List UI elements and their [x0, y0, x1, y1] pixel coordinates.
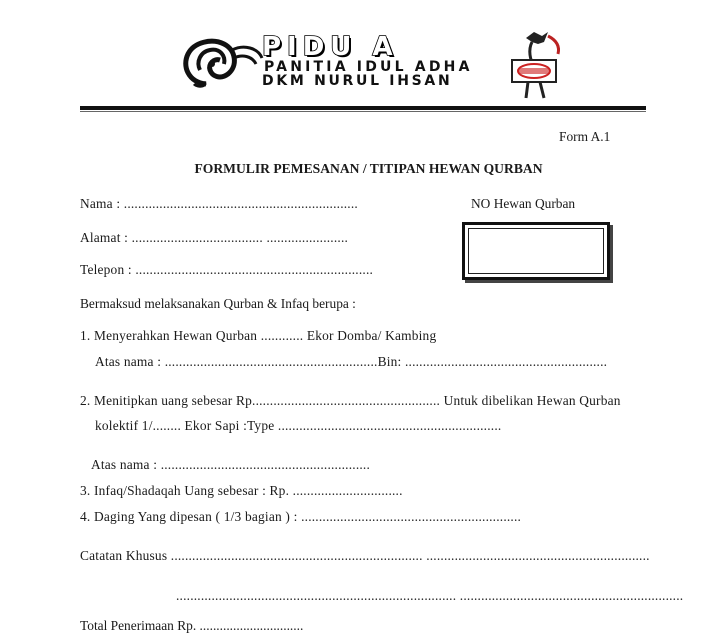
header-rule [80, 106, 646, 110]
item2-line3: Atas nama : ........................................................... [91, 457, 371, 472]
form-title: FORMULIR PEMESANAN / TITIPAN HEWAN QURBAN [194, 161, 543, 176]
telepon-field: Telepon : ................................................................... [80, 262, 374, 277]
catatan-line2: ............................................................................... ............................................................... [176, 588, 684, 603]
item2-line1: 2. Menitipkan uang sebesar Rp..................................................... Untuk dibelikan Hewan Qurban [80, 393, 621, 408]
organization-logo-word: PIDU A [262, 32, 399, 62]
item3-line: 3. Infaq/Shadaqah Uang sebesar : Rp. ............................... [80, 483, 403, 498]
no-hewan-box [462, 222, 610, 280]
intro-text: Bermaksud melaksanakan Qurban & Infaq berupa : [80, 296, 356, 311]
ear-logo-icon [178, 36, 268, 88]
catatan-line1: Catatan Khusus ....................................................................... ............................................................... [80, 548, 650, 563]
no-hewan-label: NO Hewan Qurban [471, 196, 576, 211]
goat-figure-icon [504, 30, 568, 100]
form-code: Form A.1 [559, 129, 611, 144]
item1-line2: Atas nama : ............................................................Bin: ......................................................... [95, 354, 608, 369]
item4-line: 4. Daging Yang dipesan ( 1/3 bagian ) : .............................................................. [80, 509, 522, 524]
header-rule-thin [80, 111, 646, 112]
alamat-field: Alamat : ..................................... ....................... [80, 230, 349, 245]
organization-name: DKM NURUL IHSAN [262, 73, 453, 89]
committee-name: PANITIA IDUL ADHA [264, 59, 473, 75]
nama-field: Nama : .................................................................. [80, 196, 358, 211]
item1-line1: 1. Menyerahkan Hewan Qurban ............ Ekor Domba/ Kambing [80, 328, 437, 343]
item2-line2: kolektif 1/........ Ekor Sapi :Type ............................................................... [95, 418, 502, 433]
total-line: Total Penerimaan Rp. ............................... [80, 618, 304, 633]
